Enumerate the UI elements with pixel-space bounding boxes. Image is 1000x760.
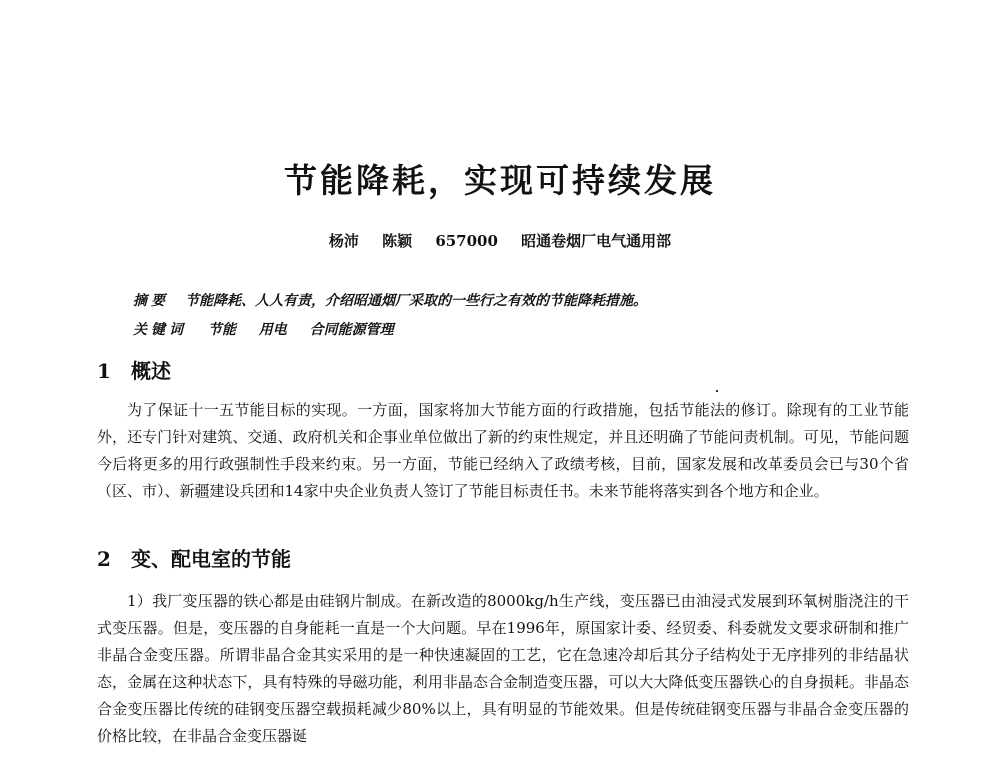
abstract-label: 摘要 <box>133 293 169 309</box>
section-number: 1 <box>97 359 111 383</box>
speck <box>716 390 718 392</box>
author-line <box>0 230 1000 251</box>
section-title: 概述 <box>131 359 171 383</box>
section-paragraph: 1）我厂变压器的铁心都是由硅钢片制成。在新改造的8000kg/h生产线，变压器已由油浸式发展到环氧树脂浇注的干式变压器。但是，变压器的自身能耗一直是一个大问题。早在1996年，原国家计委、经贸委、科委就发文要求研制和推广非晶合金变压器。所谓非晶合金其实采用的是一种快速凝固的工艺，它在急速冷却后其分子结构处于无序排列的非结晶状态，金属在这种状态下，具有特殊的导磁功能，利用非晶态合金制造变压器，可以大大降低变压器铁心的自身损耗。非晶态合金变压器比传统的硅钢变压器空载损耗减少80%以上，具有明显的节能效果。但是传统硅钢变压器与非晶合金变压器的价格比较，在非晶合金变压器诞 <box>97 592 909 745</box>
section-heading <box>97 543 291 572</box>
keyword: 合同能源管理 <box>309 322 394 338</box>
section-paragraph: 为了保证十一五节能目标的实现。一方面，国家将加大节能方面的行政措施，包括节能法的修订。除现有的工业节能外，还专门针对建筑、交通、政府机关和企事业单位做出了新的约束性规定，并且还明确了节能问责机制。可见，节能问题今后将更多的用行政强制性手段来约束。另一方面，节能已经纳入了政绩考核，目前，国家发展和改革委员会已与30个省（区、市）、新疆建设兵团和14家中央企业负责人签订了节能目标责任书。未来节能将落实到各个地方和企业。 <box>97 401 909 500</box>
keywords <box>133 319 412 339</box>
document-title: 节能降耗，实现可持续发展 <box>284 161 716 200</box>
keywords-label: 关键词 <box>133 322 187 338</box>
abstract-text: 节能降耗、人人有责，介绍昭通烟厂采取的一些行之有效的节能降耗措施。 <box>185 293 647 309</box>
postal-code: 657000 <box>435 232 498 250</box>
author-name: 陈颖 <box>382 232 413 250</box>
section-heading <box>97 355 171 384</box>
author-name: 杨沛 <box>328 232 359 250</box>
keyword: 节能 <box>207 322 236 338</box>
section-number: 2 <box>97 547 111 571</box>
affiliation: 昭通卷烟厂电气通用部 <box>521 232 672 250</box>
abstract <box>133 290 647 310</box>
section-title: 变、配电室的节能 <box>131 547 291 571</box>
keyword: 用电 <box>258 322 287 338</box>
